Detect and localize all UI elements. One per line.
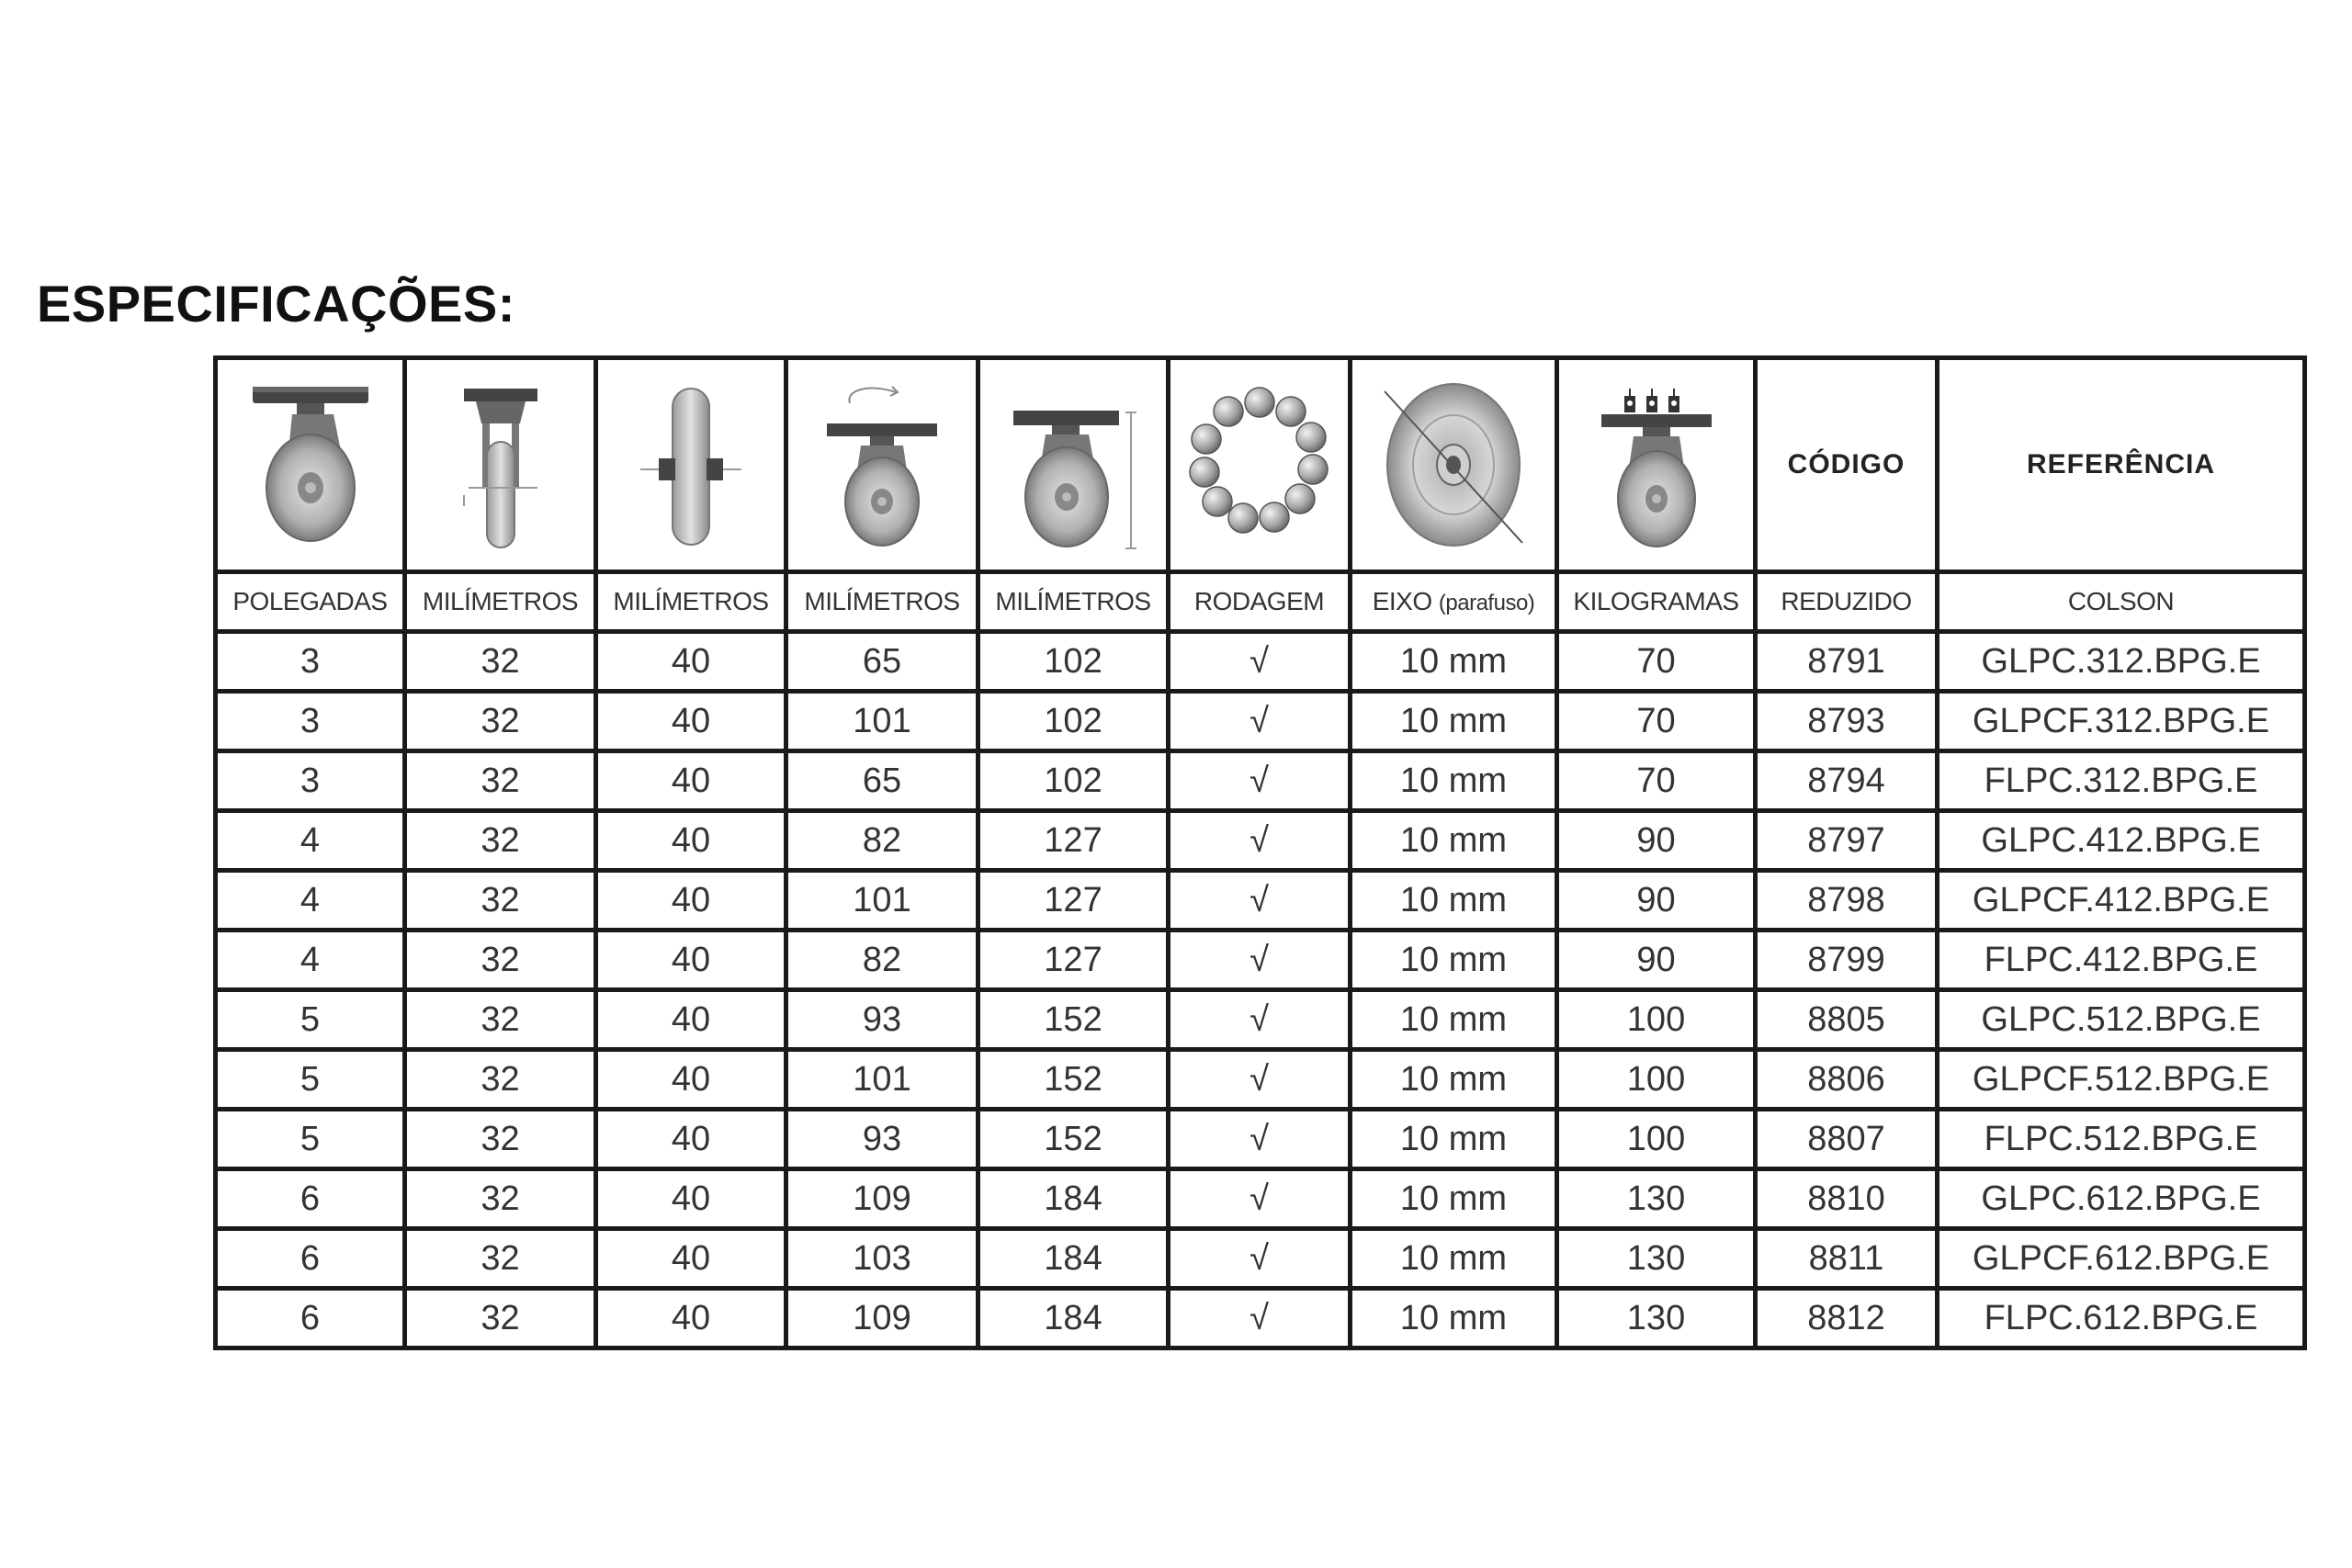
cell-rodagem: √ — [1169, 811, 1351, 871]
table-row — [216, 1229, 2305, 1289]
icon-cell — [405, 358, 596, 572]
cell-milimetros-2: 40 — [596, 1289, 786, 1348]
cell-kilogramas: 100 — [1557, 1110, 1756, 1169]
cell-polegadas: 5 — [216, 990, 405, 1050]
cell-milimetros-2: 40 — [596, 692, 786, 751]
cell-milimetros-1: 32 — [405, 1289, 596, 1348]
cell-codigo: 8805 — [1756, 990, 1938, 1050]
cell-milimetros-1: 32 — [405, 1110, 596, 1169]
cell-eixo: 10 mm — [1351, 751, 1557, 811]
cell-codigo: 8791 — [1756, 632, 1938, 692]
cell-milimetros-1: 32 — [405, 1169, 596, 1229]
referencia-header: REFERÊNCIA — [2026, 449, 2215, 479]
specifications-table — [213, 355, 2307, 1350]
cell-milimetros-3: 101 — [786, 871, 978, 931]
unit-reduzido: REDUZIDO — [1756, 572, 1938, 632]
cell-codigo: 8798 — [1756, 871, 1938, 931]
ball-bearing-ring-icon — [1186, 382, 1333, 547]
cell-referencia: GLPCF.612.BPG.E — [1938, 1229, 2305, 1289]
cell-referencia: FLPC.512.BPG.E — [1938, 1110, 2305, 1169]
cell-milimetros-1: 32 — [405, 692, 596, 751]
cell-milimetros-4: 102 — [978, 692, 1169, 751]
caster-front-view-icon — [432, 378, 570, 552]
cell-milimetros-3: 101 — [786, 1050, 978, 1110]
unit-colson: COLSON — [1938, 572, 2305, 632]
swivel-caster-rotation-icon — [813, 378, 951, 552]
table-row — [216, 1169, 2305, 1229]
cell-referencia: FLPC.412.BPG.E — [1938, 931, 2305, 990]
cell-referencia: GLPCF.312.BPG.E — [1938, 692, 2305, 751]
table-row — [216, 1289, 2305, 1348]
cell-polegadas: 6 — [216, 1229, 405, 1289]
cell-rodagem: √ — [1169, 632, 1351, 692]
cell-referencia: GLPC.312.BPG.E — [1938, 632, 2305, 692]
codigo-header: CÓDIGO — [1787, 449, 1905, 479]
cell-milimetros-1: 32 — [405, 811, 596, 871]
cell-kilogramas: 130 — [1557, 1169, 1756, 1229]
cell-referencia: FLPC.312.BPG.E — [1938, 751, 2305, 811]
icon-cell — [786, 358, 978, 572]
cell-eixo: 10 mm — [1351, 1050, 1557, 1110]
cell-rodagem: √ — [1169, 1289, 1351, 1348]
cell-referencia: GLPC.512.BPG.E — [1938, 990, 2305, 1050]
icon-cell — [216, 358, 405, 572]
cell-eixo: 10 mm — [1351, 871, 1557, 931]
cell-polegadas: 3 — [216, 751, 405, 811]
cell-milimetros-2: 40 — [596, 1050, 786, 1110]
cell-milimetros-4: 127 — [978, 811, 1169, 871]
cell-milimetros-3: 82 — [786, 931, 978, 990]
cell-milimetros-3: 65 — [786, 632, 978, 692]
cell-milimetros-1: 32 — [405, 632, 596, 692]
cell-polegadas: 3 — [216, 692, 405, 751]
icon-cell — [1351, 358, 1557, 572]
cell-codigo: 8806 — [1756, 1050, 1938, 1110]
cell-milimetros-3: 103 — [786, 1229, 978, 1289]
table-row — [216, 871, 2305, 931]
cell-rodagem: √ — [1169, 692, 1351, 751]
cell-milimetros-3: 82 — [786, 811, 978, 871]
cell-polegadas: 4 — [216, 871, 405, 931]
caster-load-icon — [1588, 378, 1725, 552]
cell-kilogramas: 70 — [1557, 632, 1756, 692]
cell-milimetros-2: 40 — [596, 632, 786, 692]
unit-eixo-label: EIXO — [1372, 587, 1432, 615]
cell-rodagem: √ — [1169, 990, 1351, 1050]
cell-referencia: GLPCF.412.BPG.E — [1938, 871, 2305, 931]
cell-milimetros-4: 184 — [978, 1169, 1169, 1229]
cell-rodagem: √ — [1169, 871, 1351, 931]
cell-milimetros-4: 152 — [978, 1050, 1169, 1110]
cell-referencia: FLPC.612.BPG.E — [1938, 1289, 2305, 1348]
table-row — [216, 990, 2305, 1050]
cell-kilogramas: 100 — [1557, 990, 1756, 1050]
unit-eixo — [1351, 572, 1557, 632]
cell-referencia: GLPCF.512.BPG.E — [1938, 1050, 2305, 1110]
cell-kilogramas: 90 — [1557, 811, 1756, 871]
unit-milimetros: MILÍMETROS — [786, 572, 978, 632]
cell-milimetros-2: 40 — [596, 811, 786, 871]
cell-milimetros-3: 101 — [786, 692, 978, 751]
cell-milimetros-2: 40 — [596, 931, 786, 990]
cell-milimetros-2: 40 — [596, 1110, 786, 1169]
cell-milimetros-4: 127 — [978, 931, 1169, 990]
cell-rodagem: √ — [1169, 931, 1351, 990]
cell-referencia: GLPC.412.BPG.E — [1938, 811, 2305, 871]
unit-kilogramas: KILOGRAMAS — [1557, 572, 1756, 632]
cell-kilogramas: 90 — [1557, 931, 1756, 990]
cell-polegadas: 4 — [216, 811, 405, 871]
cell-codigo: 8793 — [1756, 692, 1938, 751]
cell-kilogramas: 70 — [1557, 751, 1756, 811]
cell-milimetros-1: 32 — [405, 1050, 596, 1110]
cell-referencia: GLPC.612.BPG.E — [1938, 1169, 2305, 1229]
table-row — [216, 1050, 2305, 1110]
cell-eixo: 10 mm — [1351, 1289, 1557, 1348]
cell-milimetros-1: 32 — [405, 751, 596, 811]
cell-milimetros-4: 184 — [978, 1229, 1169, 1289]
cell-kilogramas: 100 — [1557, 1050, 1756, 1110]
cell-milimetros-3: 109 — [786, 1289, 978, 1348]
unit-eixo-sub: (parafuso) — [1438, 591, 1535, 615]
cell-eixo: 10 mm — [1351, 931, 1557, 990]
cell-milimetros-3: 93 — [786, 990, 978, 1050]
cell-codigo: 8797 — [1756, 811, 1938, 871]
cell-milimetros-4: 102 — [978, 632, 1169, 692]
cell-polegadas: 3 — [216, 632, 405, 692]
cell-codigo: 8811 — [1756, 1229, 1938, 1289]
cell-polegadas: 5 — [216, 1050, 405, 1110]
cell-milimetros-3: 65 — [786, 751, 978, 811]
cell-rodagem: √ — [1169, 1169, 1351, 1229]
cell-polegadas: 4 — [216, 931, 405, 990]
cell-codigo: 8807 — [1756, 1110, 1938, 1169]
cell-eixo: 10 mm — [1351, 632, 1557, 692]
cell-eixo: 10 mm — [1351, 1169, 1557, 1229]
table-row — [216, 811, 2305, 871]
icon-cell — [1169, 358, 1351, 572]
cell-rodagem: √ — [1169, 1229, 1351, 1289]
table-row — [216, 632, 2305, 692]
cell-milimetros-4: 127 — [978, 871, 1169, 931]
codigo-header-cell — [1756, 358, 1938, 572]
swivel-caster-icon — [242, 378, 379, 552]
cell-milimetros-2: 40 — [596, 751, 786, 811]
table-row — [216, 751, 2305, 811]
unit-milimetros: MILÍMETROS — [978, 572, 1169, 632]
cell-milimetros-1: 32 — [405, 990, 596, 1050]
unit-milimetros: MILÍMETROS — [405, 572, 596, 632]
cell-rodagem: √ — [1169, 1050, 1351, 1110]
unit-rodagem: RODAGEM — [1169, 572, 1351, 632]
cell-eixo: 10 mm — [1351, 811, 1557, 871]
caster-height-icon — [1004, 378, 1142, 552]
cell-polegadas: 5 — [216, 1110, 405, 1169]
cell-eixo: 10 mm — [1351, 990, 1557, 1050]
cell-milimetros-3: 93 — [786, 1110, 978, 1169]
referencia-header-cell — [1938, 358, 2305, 572]
cell-milimetros-2: 40 — [596, 1229, 786, 1289]
cell-eixo: 10 mm — [1351, 1110, 1557, 1169]
cell-polegadas: 6 — [216, 1169, 405, 1229]
cell-milimetros-1: 32 — [405, 871, 596, 931]
cell-kilogramas: 130 — [1557, 1289, 1756, 1348]
cell-polegadas: 6 — [216, 1289, 405, 1348]
cell-kilogramas: 130 — [1557, 1229, 1756, 1289]
cell-milimetros-4: 152 — [978, 990, 1169, 1050]
icon-cell — [596, 358, 786, 572]
cell-milimetros-4: 152 — [978, 1110, 1169, 1169]
table-row — [216, 1110, 2305, 1169]
table-row — [216, 931, 2305, 990]
cell-rodagem: √ — [1169, 751, 1351, 811]
icon-cell — [978, 358, 1169, 572]
cell-milimetros-3: 109 — [786, 1169, 978, 1229]
cell-eixo: 10 mm — [1351, 692, 1557, 751]
icon-cell — [1557, 358, 1756, 572]
cell-milimetros-2: 40 — [596, 1169, 786, 1229]
wheel-side-profile-icon — [622, 378, 760, 552]
cell-eixo: 10 mm — [1351, 1229, 1557, 1289]
units-row — [216, 572, 2305, 632]
icon-header-row — [216, 358, 2305, 572]
cell-codigo: 8812 — [1756, 1289, 1938, 1348]
cell-milimetros-2: 40 — [596, 871, 786, 931]
cell-codigo: 8799 — [1756, 931, 1938, 990]
unit-milimetros: MILÍMETROS — [596, 572, 786, 632]
cell-codigo: 8794 — [1756, 751, 1938, 811]
cell-milimetros-2: 40 — [596, 990, 786, 1050]
table-row — [216, 692, 2305, 751]
page-title: ESPECIFICAÇÕES: — [37, 275, 515, 333]
unit-polegadas: POLEGADAS — [216, 572, 405, 632]
cell-milimetros-4: 184 — [978, 1289, 1169, 1348]
cell-kilogramas: 70 — [1557, 692, 1756, 751]
wheel-axle-icon — [1371, 378, 1536, 552]
cell-kilogramas: 90 — [1557, 871, 1756, 931]
cell-milimetros-1: 32 — [405, 1229, 596, 1289]
cell-codigo: 8810 — [1756, 1169, 1938, 1229]
cell-milimetros-4: 102 — [978, 751, 1169, 811]
cell-milimetros-1: 32 — [405, 931, 596, 990]
cell-rodagem: √ — [1169, 1110, 1351, 1169]
